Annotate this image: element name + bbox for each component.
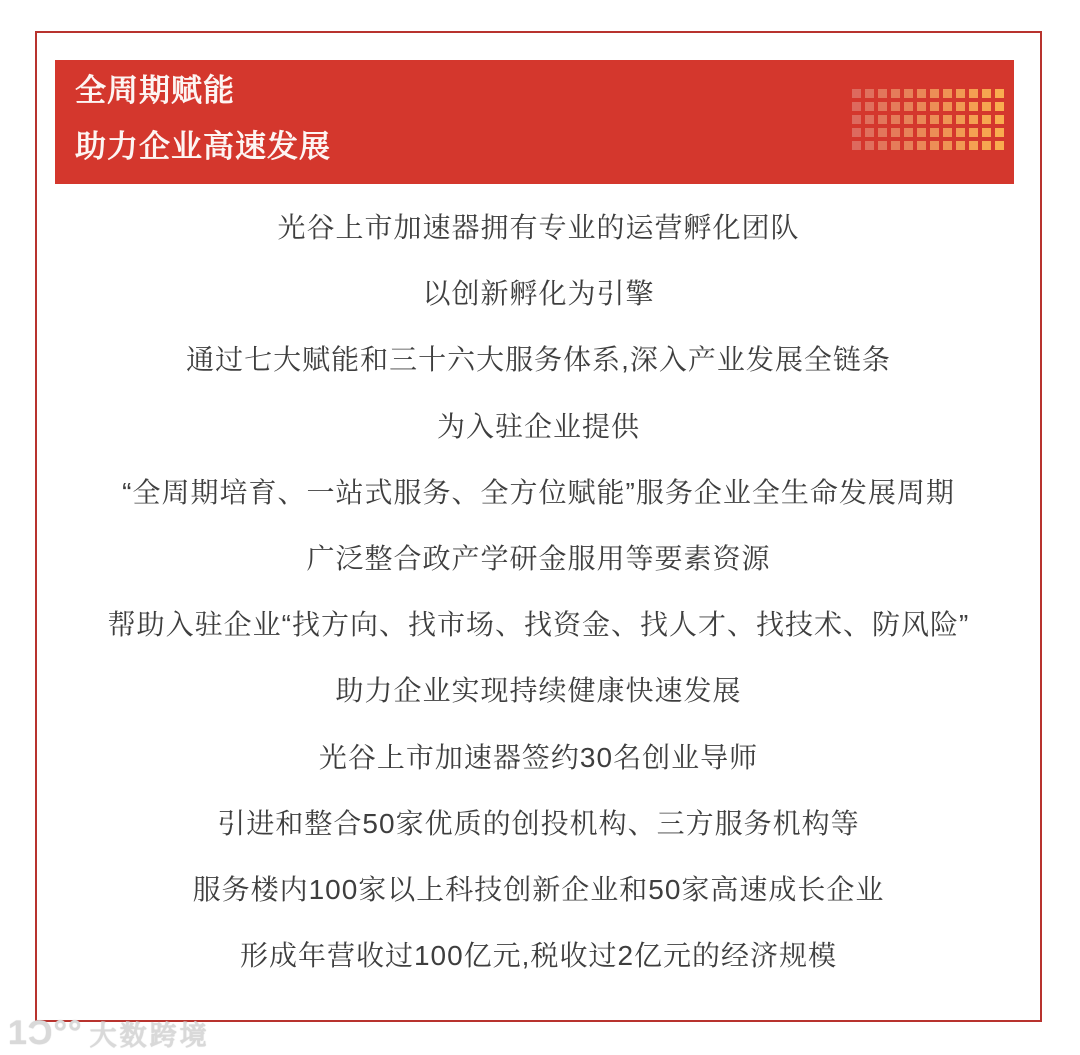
- dot-grid-cell: [904, 141, 913, 150]
- dot-grid-cell: [917, 89, 926, 98]
- banner-title-line1: 全周期赋能: [75, 73, 235, 108]
- body-text-line: 形成年营收过100亿元,税收过2亿元的经济规模: [239, 940, 838, 972]
- dot-grid-cell: [956, 89, 965, 98]
- dot-grid-cell: [865, 141, 874, 150]
- dot-grid-cell: [995, 141, 1004, 150]
- dot-grid-cell: [969, 128, 978, 137]
- dot-grid-cell: [930, 89, 939, 98]
- dot-grid-cell: [904, 128, 913, 137]
- body-text-line: 帮助入驻企业“找方向、找市场、找资金、找人才、找技术、防风险”: [107, 609, 970, 641]
- dot-grid-cell: [878, 115, 887, 124]
- dot-grid-cell: [943, 141, 952, 150]
- dot-grid-cell: [865, 102, 874, 111]
- body-text-line: 以创新孵化为引擎: [422, 278, 655, 310]
- dot-grid-cell: [930, 128, 939, 137]
- dot-grid-cell: [917, 141, 926, 150]
- dot-grid-cell: [852, 128, 861, 137]
- dot-grid-cell: [878, 102, 887, 111]
- dot-grid-cell: [943, 128, 952, 137]
- body-text-block: [37, 193, 1040, 987]
- watermark-brand-text: 大数跨境: [89, 1020, 210, 1051]
- dot-grid-cell: [982, 89, 991, 98]
- dot-grid-cell: [969, 115, 978, 124]
- dot-grid-cell: [982, 141, 991, 150]
- dot-grid-cell: [956, 102, 965, 111]
- body-text-line: 引进和整合50家优质的创投机构、三方服务机构等: [217, 807, 860, 839]
- dot-grid-cell: [852, 89, 861, 98]
- dot-grid-cell: [865, 89, 874, 98]
- dot-grid-cell: [891, 141, 900, 150]
- body-text-line: 光谷上市加速器签约30名创业导师: [318, 741, 759, 773]
- header-banner: [55, 60, 1014, 184]
- dot-grid-cell: [891, 128, 900, 137]
- dot-grid-cell: [995, 128, 1004, 137]
- dot-grid-cell: [852, 102, 861, 111]
- body-text-line: “全周期培育、一站式服务、全方位赋能”服务企业全生命发展周期: [122, 476, 955, 508]
- dot-grid-cell: [943, 115, 952, 124]
- dot-grid-cell: [995, 89, 1004, 98]
- dot-grid-cell: [956, 115, 965, 124]
- dot-grid-cell: [917, 128, 926, 137]
- body-text-line: 通过七大赋能和三十六大服务体系,深入产业发展全链条: [186, 344, 891, 376]
- dot-grid-cell: [982, 102, 991, 111]
- banner-title-line2: 助力企业高速发展: [75, 129, 331, 164]
- dot-grid-cell: [930, 102, 939, 111]
- dot-grid-cell: [904, 89, 913, 98]
- dot-grid-cell: [969, 102, 978, 111]
- dot-grid-cell: [982, 115, 991, 124]
- dot-grid-cell: [956, 141, 965, 150]
- dot-grid-cell: [865, 115, 874, 124]
- dot-grid-cell: [852, 141, 861, 150]
- watermark: [8, 1012, 210, 1054]
- decorative-dot-grid: [852, 89, 1004, 150]
- dot-grid-cell: [943, 102, 952, 111]
- body-text-line: 为入驻企业提供: [436, 410, 640, 442]
- dot-grid-cell: [943, 89, 952, 98]
- dot-grid-cell: [917, 115, 926, 124]
- dot-grid-cell: [891, 102, 900, 111]
- dot-grid-cell: [917, 102, 926, 111]
- body-text-line: 服务楼内100家以上科技创新企业和50家高速成长企业: [192, 873, 885, 905]
- dot-grid-cell: [904, 115, 913, 124]
- dot-grid-cell: [891, 115, 900, 124]
- dot-grid-cell: [865, 128, 874, 137]
- dot-grid-cell: [930, 141, 939, 150]
- dot-grid-cell: [930, 115, 939, 124]
- dot-grid-cell: [956, 128, 965, 137]
- body-text-line: 光谷上市加速器拥有专业的运营孵化团队: [277, 212, 800, 244]
- dot-grid-cell: [982, 128, 991, 137]
- body-text-line: 助力企业实现持续健康快速发展: [335, 675, 742, 707]
- dot-grid-cell: [995, 102, 1004, 111]
- dot-grid-cell: [891, 89, 900, 98]
- dot-grid-cell: [969, 89, 978, 98]
- dot-grid-cell: [878, 128, 887, 137]
- dot-grid-cell: [995, 115, 1004, 124]
- dot-grid-cell: [852, 115, 861, 124]
- watermark-logo-icon: 1Ɔ°°: [8, 1014, 83, 1052]
- dot-grid-cell: [904, 102, 913, 111]
- dot-grid-cell: [878, 89, 887, 98]
- body-text-line: 广泛整合政产学研金服用等要素资源: [306, 543, 771, 575]
- dot-grid-cell: [969, 141, 978, 150]
- dot-grid-cell: [878, 141, 887, 150]
